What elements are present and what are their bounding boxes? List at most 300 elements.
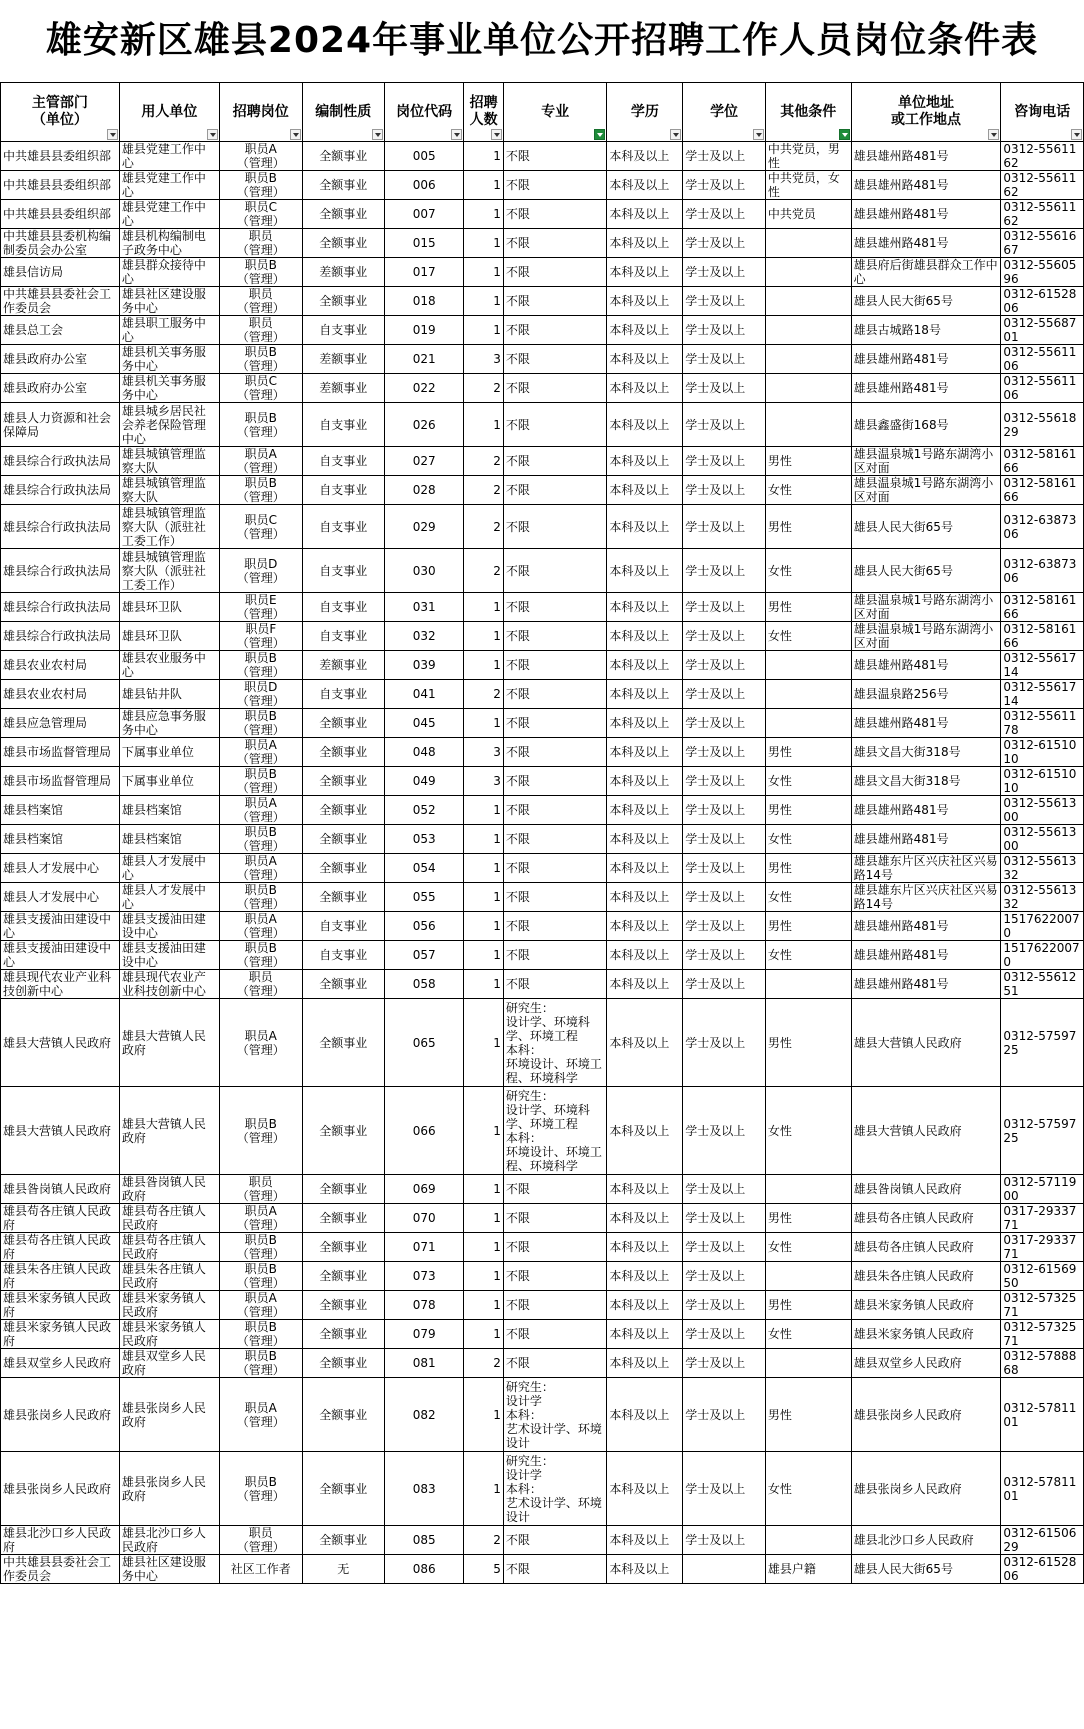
code-cell: 085 <box>385 1526 464 1555</box>
other-cell: 男性 <box>765 505 851 549</box>
dept-cell: 雄县综合行政执法局 <box>1 593 120 622</box>
filter-dropdown-icon[interactable] <box>753 129 764 140</box>
count-cell: 1 <box>464 171 504 200</box>
dept-cell: 雄县北沙口乡人民政府 <box>1 1526 120 1555</box>
post-cell: 职员B （管理） <box>220 171 303 200</box>
code-cell: 065 <box>385 999 464 1087</box>
count-cell: 1 <box>464 258 504 287</box>
degree-cell: 学士及以上 <box>683 680 766 709</box>
dept-cell: 雄县政府办公室 <box>1 374 120 403</box>
code-cell: 045 <box>385 709 464 738</box>
dept-cell: 中共雄县县委组织部 <box>1 171 120 200</box>
major-cell: 不限 <box>503 738 606 767</box>
type-cell: 全额事业 <box>302 1378 385 1452</box>
other-cell: 女性 <box>765 1087 851 1175</box>
address-cell: 雄县雄东片区兴庆社区兴易路14号 <box>851 883 1001 912</box>
table-row <box>1 229 1084 258</box>
address-cell: 雄县温泉城1号路东湖湾小区对面 <box>851 447 1001 476</box>
address-cell: 雄县米家务镇人民政府 <box>851 1291 1001 1320</box>
other-cell: 女性 <box>765 883 851 912</box>
type-cell: 全额事业 <box>302 142 385 171</box>
post-cell: 职员B （管理） <box>220 1320 303 1349</box>
type-cell: 全额事业 <box>302 709 385 738</box>
type-cell: 全额事业 <box>302 738 385 767</box>
address-cell: 雄县雄州路481号 <box>851 970 1001 999</box>
filter-dropdown-icon[interactable] <box>451 129 462 140</box>
major-cell: 不限 <box>503 941 606 970</box>
unit-cell: 雄县档案馆 <box>119 825 219 854</box>
dept-cell: 雄县张岗乡人民政府 <box>1 1452 120 1526</box>
degree-cell: 学士及以上 <box>683 854 766 883</box>
column-header: 编制性质 <box>302 83 385 142</box>
type-cell: 无 <box>302 1555 385 1584</box>
unit-cell: 雄县机关事务服务中心 <box>119 374 219 403</box>
count-cell: 1 <box>464 1204 504 1233</box>
type-cell: 自支事业 <box>302 680 385 709</box>
other-cell: 中共党员，女性 <box>765 171 851 200</box>
table-row <box>1 796 1084 825</box>
other-cell <box>765 709 851 738</box>
other-cell <box>765 680 851 709</box>
post-cell: 职员B （管理） <box>220 1452 303 1526</box>
type-cell: 全额事业 <box>302 171 385 200</box>
code-cell: 015 <box>385 229 464 258</box>
count-cell: 2 <box>464 1526 504 1555</box>
other-cell: 男性 <box>765 1378 851 1452</box>
unit-cell: 雄县群众接待中心 <box>119 258 219 287</box>
unit-cell: 雄县城镇管理监察大队 <box>119 447 219 476</box>
unit-cell: 雄县北沙口乡人民政府 <box>119 1526 219 1555</box>
code-cell: 041 <box>385 680 464 709</box>
type-cell: 自支事业 <box>302 316 385 345</box>
code-cell: 039 <box>385 651 464 680</box>
degree-cell: 学士及以上 <box>683 709 766 738</box>
other-cell <box>765 970 851 999</box>
degree-cell: 学士及以上 <box>683 1262 766 1291</box>
unit-cell: 下属事业单位 <box>119 767 219 796</box>
education-cell: 本科及以上 <box>607 1233 683 1262</box>
filter-dropdown-icon[interactable] <box>1071 129 1082 140</box>
code-cell: 026 <box>385 403 464 447</box>
unit-cell: 雄县环卫队 <box>119 622 219 651</box>
count-cell: 2 <box>464 1349 504 1378</box>
filter-dropdown-icon[interactable] <box>290 129 301 140</box>
type-cell: 全额事业 <box>302 883 385 912</box>
phone-cell: 15176220070 <box>1001 912 1084 941</box>
table-row <box>1 505 1084 549</box>
phone-cell: 0312-6151010 <box>1001 767 1084 796</box>
filter-dropdown-icon[interactable] <box>988 129 999 140</box>
table-row <box>1 1526 1084 1555</box>
phone-cell: 0312-5561162 <box>1001 142 1084 171</box>
table-row <box>1 1087 1084 1175</box>
degree-cell: 学士及以上 <box>683 1349 766 1378</box>
table-row <box>1 1320 1084 1349</box>
degree-cell: 学士及以上 <box>683 1526 766 1555</box>
filter-dropdown-icon[interactable] <box>670 129 681 140</box>
major-cell: 不限 <box>503 258 606 287</box>
count-cell: 1 <box>464 229 504 258</box>
degree-cell: 学士及以上 <box>683 738 766 767</box>
table-row <box>1 854 1084 883</box>
code-cell: 006 <box>385 171 464 200</box>
code-cell: 071 <box>385 1233 464 1262</box>
address-cell: 雄县米家务镇人民政府 <box>851 1320 1001 1349</box>
address-cell: 雄县张岗乡人民政府 <box>851 1452 1001 1526</box>
count-cell: 1 <box>464 1320 504 1349</box>
table-row <box>1 1262 1084 1291</box>
address-cell: 雄县温泉城1号路东湖湾小区对面 <box>851 622 1001 651</box>
post-cell: 职员A （管理） <box>220 912 303 941</box>
code-cell: 070 <box>385 1204 464 1233</box>
post-cell: 职员B （管理） <box>220 1233 303 1262</box>
education-cell: 本科及以上 <box>607 258 683 287</box>
phone-cell: 0312-5561829 <box>1001 403 1084 447</box>
major-cell: 不限 <box>503 1320 606 1349</box>
count-cell: 1 <box>464 999 504 1087</box>
dept-cell: 雄县人力资源和社会保障局 <box>1 403 120 447</box>
phone-cell: 0312-6150629 <box>1001 1526 1084 1555</box>
degree-cell: 学士及以上 <box>683 258 766 287</box>
code-cell: 030 <box>385 549 464 593</box>
education-cell: 本科及以上 <box>607 1262 683 1291</box>
column-header: 其他条件 <box>765 83 851 142</box>
degree-cell: 学士及以上 <box>683 171 766 200</box>
unit-cell: 雄县党建工作中心 <box>119 142 219 171</box>
post-cell: 职员B （管理） <box>220 258 303 287</box>
dept-cell: 雄县人才发展中心 <box>1 883 120 912</box>
education-cell: 本科及以上 <box>607 447 683 476</box>
type-cell: 全额事业 <box>302 999 385 1087</box>
table-row <box>1 403 1084 447</box>
post-cell: 职员A （管理） <box>220 447 303 476</box>
filter-dropdown-icon[interactable] <box>491 129 502 140</box>
code-cell: 005 <box>385 142 464 171</box>
degree-cell: 学士及以上 <box>683 200 766 229</box>
code-cell: 017 <box>385 258 464 287</box>
dept-cell: 雄县市场监督管理局 <box>1 738 120 767</box>
code-cell: 081 <box>385 1349 464 1378</box>
phone-cell: 0312-5759725 <box>1001 1087 1084 1175</box>
type-cell: 全额事业 <box>302 767 385 796</box>
dept-cell: 雄县综合行政执法局 <box>1 505 120 549</box>
other-cell: 男性 <box>765 1204 851 1233</box>
phone-cell: 0312-6387306 <box>1001 505 1084 549</box>
unit-cell: 雄县大营镇人民政府 <box>119 1087 219 1175</box>
major-cell: 不限 <box>503 1555 606 1584</box>
type-cell: 自支事业 <box>302 941 385 970</box>
type-cell: 差额事业 <box>302 374 385 403</box>
major-cell: 不限 <box>503 316 606 345</box>
dept-cell: 雄县大营镇人民政府 <box>1 1087 120 1175</box>
unit-cell: 雄县米家务镇人民政府 <box>119 1320 219 1349</box>
education-cell: 本科及以上 <box>607 767 683 796</box>
major-cell: 不限 <box>503 1291 606 1320</box>
dept-cell: 中共雄县县委社会工作委员会 <box>1 287 120 316</box>
table-row <box>1 999 1084 1087</box>
other-cell <box>765 651 851 680</box>
phone-cell: 0317-2933771 <box>1001 1233 1084 1262</box>
table-row <box>1 447 1084 476</box>
degree-cell: 学士及以上 <box>683 345 766 374</box>
unit-cell: 雄县现代农业产业科技创新中心 <box>119 970 219 999</box>
dept-cell: 雄县档案馆 <box>1 796 120 825</box>
unit-cell: 雄县支援油田建设中心 <box>119 941 219 970</box>
phone-cell: 0312-5561162 <box>1001 200 1084 229</box>
count-cell: 1 <box>464 142 504 171</box>
degree-cell: 学士及以上 <box>683 883 766 912</box>
address-cell: 雄县古城路18号 <box>851 316 1001 345</box>
degree-cell: 学士及以上 <box>683 1204 766 1233</box>
education-cell: 本科及以上 <box>607 200 683 229</box>
post-cell: 职员B （管理） <box>220 825 303 854</box>
phone-cell: 0312-5561332 <box>1001 883 1084 912</box>
table-row <box>1 941 1084 970</box>
column-header: 学历 <box>607 83 683 142</box>
filter-dropdown-icon[interactable] <box>594 129 605 140</box>
education-cell: 本科及以上 <box>607 941 683 970</box>
unit-cell: 雄县党建工作中心 <box>119 171 219 200</box>
address-cell: 雄县人民大街65号 <box>851 549 1001 593</box>
count-cell: 1 <box>464 854 504 883</box>
dept-cell: 雄县综合行政执法局 <box>1 622 120 651</box>
code-cell: 069 <box>385 1175 464 1204</box>
degree-cell: 学士及以上 <box>683 287 766 316</box>
phone-cell: 0312-5561332 <box>1001 854 1084 883</box>
count-cell: 1 <box>464 883 504 912</box>
address-cell: 雄县人民大街65号 <box>851 1555 1001 1584</box>
post-cell: 职员 （管理） <box>220 316 303 345</box>
major-cell: 不限 <box>503 680 606 709</box>
code-cell: 066 <box>385 1087 464 1175</box>
education-cell: 本科及以上 <box>607 287 683 316</box>
degree-cell: 学士及以上 <box>683 403 766 447</box>
dept-cell: 雄县张岗乡人民政府 <box>1 1378 120 1452</box>
address-cell: 雄县张岗乡人民政府 <box>851 1378 1001 1452</box>
address-cell: 雄县雄州路481号 <box>851 912 1001 941</box>
dept-cell: 雄县人才发展中心 <box>1 854 120 883</box>
major-cell: 不限 <box>503 200 606 229</box>
post-cell: 社区工作者 <box>220 1555 303 1584</box>
type-cell: 自支事业 <box>302 549 385 593</box>
other-cell: 女性 <box>765 1320 851 1349</box>
unit-cell: 雄县钻井队 <box>119 680 219 709</box>
post-cell: 职员A （管理） <box>220 854 303 883</box>
major-cell: 不限 <box>503 1349 606 1378</box>
dept-cell: 中共雄县县委机构编制委员会办公室 <box>1 229 120 258</box>
degree-cell: 学士及以上 <box>683 1452 766 1526</box>
phone-cell: 0312-6151010 <box>1001 738 1084 767</box>
degree-cell: 学士及以上 <box>683 476 766 505</box>
education-cell: 本科及以上 <box>607 505 683 549</box>
other-cell: 中共党员，男性 <box>765 142 851 171</box>
count-cell: 1 <box>464 709 504 738</box>
post-cell: 职员A （管理） <box>220 1204 303 1233</box>
type-cell: 全额事业 <box>302 200 385 229</box>
table-row <box>1 912 1084 941</box>
type-cell: 差额事业 <box>302 258 385 287</box>
major-cell: 不限 <box>503 1262 606 1291</box>
dept-cell: 雄县政府办公室 <box>1 345 120 374</box>
major-cell: 不限 <box>503 796 606 825</box>
column-header: 专业 <box>503 83 606 142</box>
filter-dropdown-icon[interactable] <box>107 129 118 140</box>
education-cell: 本科及以上 <box>607 1349 683 1378</box>
post-cell: 职员D （管理） <box>220 680 303 709</box>
code-cell: 028 <box>385 476 464 505</box>
education-cell: 本科及以上 <box>607 1555 683 1584</box>
major-cell: 不限 <box>503 1175 606 1204</box>
other-cell: 女性 <box>765 622 851 651</box>
education-cell: 本科及以上 <box>607 1204 683 1233</box>
table-row <box>1 345 1084 374</box>
phone-cell: 0312-5711900 <box>1001 1175 1084 1204</box>
other-cell: 男性 <box>765 738 851 767</box>
count-cell: 2 <box>464 680 504 709</box>
major-cell: 不限 <box>503 447 606 476</box>
other-cell: 女性 <box>765 941 851 970</box>
education-cell: 本科及以上 <box>607 403 683 447</box>
address-cell: 雄县雄州路481号 <box>851 200 1001 229</box>
type-cell: 全额事业 <box>302 1175 385 1204</box>
code-cell: 073 <box>385 1262 464 1291</box>
address-cell: 雄县府后街雄县群众工作中心 <box>851 258 1001 287</box>
count-cell: 1 <box>464 593 504 622</box>
other-cell: 男性 <box>765 912 851 941</box>
address-cell: 雄县雄州路481号 <box>851 142 1001 171</box>
phone-cell: 0312-5732571 <box>1001 1291 1084 1320</box>
post-cell: 职员A （管理） <box>220 142 303 171</box>
education-cell: 本科及以上 <box>607 593 683 622</box>
dept-cell: 雄县大营镇人民政府 <box>1 999 120 1087</box>
post-cell: 职员B （管理） <box>220 345 303 374</box>
degree-cell: 学士及以上 <box>683 999 766 1087</box>
dept-cell: 雄县米家务镇人民政府 <box>1 1320 120 1349</box>
type-cell: 自支事业 <box>302 403 385 447</box>
dept-cell: 雄县农业农村局 <box>1 680 120 709</box>
post-cell: 职员B （管理） <box>220 1262 303 1291</box>
address-cell: 雄县雄州路481号 <box>851 229 1001 258</box>
count-cell: 2 <box>464 374 504 403</box>
code-cell: 058 <box>385 970 464 999</box>
unit-cell: 雄县苟各庄镇人民政府 <box>119 1233 219 1262</box>
degree-cell: 学士及以上 <box>683 1233 766 1262</box>
phone-cell: 0312-6387306 <box>1001 549 1084 593</box>
post-cell: 职员F （管理） <box>220 622 303 651</box>
other-cell <box>765 229 851 258</box>
post-cell: 职员B （管理） <box>220 883 303 912</box>
major-cell: 不限 <box>503 1233 606 1262</box>
unit-cell: 雄县档案馆 <box>119 796 219 825</box>
post-cell: 职员 （管理） <box>220 1175 303 1204</box>
table-row <box>1 1233 1084 1262</box>
filter-dropdown-icon[interactable] <box>372 129 383 140</box>
degree-cell: 学士及以上 <box>683 796 766 825</box>
post-cell: 职员D （管理） <box>220 549 303 593</box>
count-cell: 1 <box>464 200 504 229</box>
education-cell: 本科及以上 <box>607 171 683 200</box>
dept-cell: 雄县现代农业产业科技创新中心 <box>1 970 120 999</box>
dept-cell: 雄县支援油田建设中心 <box>1 941 120 970</box>
table-row <box>1 1204 1084 1233</box>
filter-dropdown-icon[interactable] <box>839 129 850 140</box>
address-cell: 雄县人民大街65号 <box>851 505 1001 549</box>
other-cell: 男性 <box>765 854 851 883</box>
dept-cell: 雄县应急管理局 <box>1 709 120 738</box>
education-cell: 本科及以上 <box>607 709 683 738</box>
other-cell <box>765 345 851 374</box>
code-cell: 053 <box>385 825 464 854</box>
dept-cell: 雄县综合行政执法局 <box>1 549 120 593</box>
table-row <box>1 287 1084 316</box>
column-header: 招聘 人数 <box>464 83 504 142</box>
table-row <box>1 680 1084 709</box>
phone-cell: 0312-5561300 <box>1001 825 1084 854</box>
unit-cell: 雄县城镇管理监察大队 <box>119 476 219 505</box>
type-cell: 全额事业 <box>302 229 385 258</box>
other-cell: 男性 <box>765 593 851 622</box>
post-cell: 职员B （管理） <box>220 1349 303 1378</box>
post-cell: 职员 （管理） <box>220 1526 303 1555</box>
unit-cell: 雄县大营镇人民政府 <box>119 999 219 1087</box>
other-cell <box>765 316 851 345</box>
column-header: 主管部门 （单位） <box>1 83 120 142</box>
other-cell <box>765 1349 851 1378</box>
post-cell: 职员 （管理） <box>220 970 303 999</box>
address-cell: 雄县雄州路481号 <box>851 941 1001 970</box>
type-cell: 自支事业 <box>302 447 385 476</box>
code-cell: 027 <box>385 447 464 476</box>
column-header: 咨询电话 <box>1001 83 1084 142</box>
table-row <box>1 738 1084 767</box>
major-cell: 不限 <box>503 374 606 403</box>
table-row <box>1 1378 1084 1452</box>
count-cell: 1 <box>464 1452 504 1526</box>
post-cell: 职员 （管理） <box>220 287 303 316</box>
filter-dropdown-icon[interactable] <box>207 129 218 140</box>
type-cell: 差额事业 <box>302 651 385 680</box>
dept-cell: 雄县信访局 <box>1 258 120 287</box>
dept-cell: 雄县农业农村局 <box>1 651 120 680</box>
dept-cell: 雄县苟各庄镇人民政府 <box>1 1233 120 1262</box>
address-cell: 雄县雄州路481号 <box>851 374 1001 403</box>
address-cell: 雄县苟各庄镇人民政府 <box>851 1233 1001 1262</box>
post-cell: 职员B （管理） <box>220 476 303 505</box>
other-cell: 女性 <box>765 476 851 505</box>
other-cell: 雄县户籍 <box>765 1555 851 1584</box>
education-cell: 本科及以上 <box>607 1320 683 1349</box>
table-row <box>1 316 1084 345</box>
other-cell: 中共党员 <box>765 200 851 229</box>
count-cell: 2 <box>464 549 504 593</box>
other-cell: 男性 <box>765 1291 851 1320</box>
other-cell <box>765 1526 851 1555</box>
column-header: 单位地址 或工作地点 <box>851 83 1001 142</box>
unit-cell: 下属事业单位 <box>119 738 219 767</box>
post-cell: 职员C （管理） <box>220 505 303 549</box>
unit-cell: 雄县张岗乡人民政府 <box>119 1378 219 1452</box>
column-header: 岗位代码 <box>385 83 464 142</box>
major-cell: 不限 <box>503 1204 606 1233</box>
phone-cell: 0312-6156950 <box>1001 1262 1084 1291</box>
post-cell: 职员B （管理） <box>220 651 303 680</box>
table-row <box>1 709 1084 738</box>
address-cell: 雄县朱各庄镇人民政府 <box>851 1262 1001 1291</box>
major-cell: 不限 <box>503 825 606 854</box>
unit-cell: 雄县支援油田建设中心 <box>119 912 219 941</box>
degree-cell: 学士及以上 <box>683 374 766 403</box>
post-cell: 职员B （管理） <box>220 767 303 796</box>
